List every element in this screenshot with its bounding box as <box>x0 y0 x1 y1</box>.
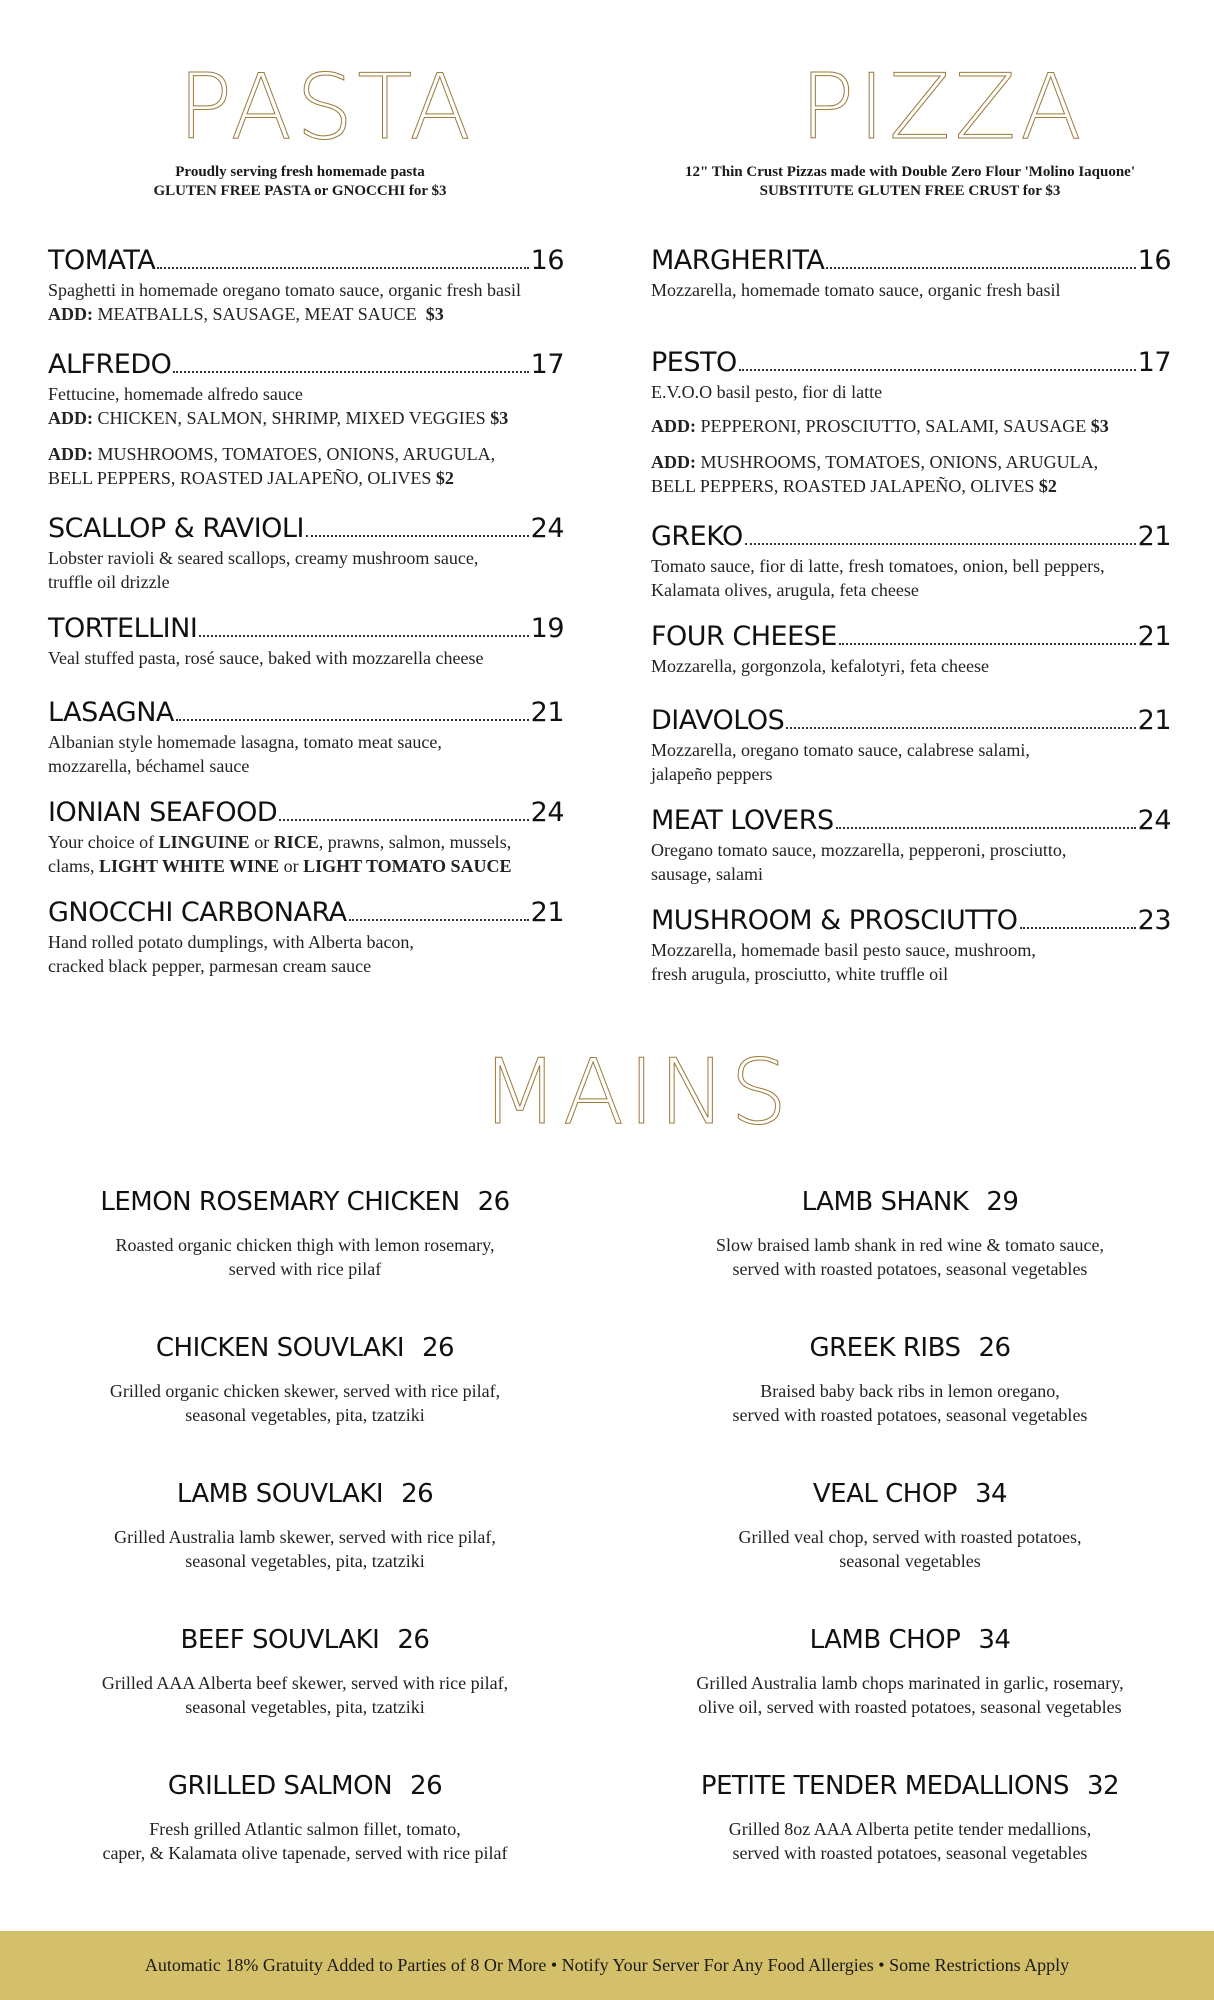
item-name: GREKO <box>651 521 743 552</box>
main-description: served with roasted potatoes, seasonal vegetables <box>732 1405 1088 1425</box>
item-price: 24 <box>530 513 564 544</box>
item-description: Mozzarella, gorgonzola, kefalotyri, feta cheese <box>651 656 990 676</box>
main-description: Slow braised lamb shank in red wine & tomato sauce, <box>716 1235 1104 1255</box>
item-description: Spaghetti in homemade oregano tomato sauce, organic fresh basil <box>48 280 522 300</box>
main-description: Braised baby back ribs in lemon oregano, <box>760 1381 1060 1401</box>
leader-dots <box>306 535 529 537</box>
leader-dots <box>349 919 529 921</box>
main-description: served with roasted potatoes, seasonal vegetables <box>732 1843 1088 1863</box>
main-name: LEMON ROSEMARY CHICKEN <box>100 1187 460 1217</box>
item-description: cracked black pepper, parmesan cream sauce <box>48 956 372 976</box>
item-description: Mozzarella, homemade tomato sauce, organic fresh basil <box>651 280 1061 300</box>
pizza-intro-line: 12" Thin Crust Pizzas made with Double Zero Flour 'Molino Iaquone' <box>684 164 1136 180</box>
item-name: TOMATA <box>48 245 156 276</box>
leader-dots <box>279 819 529 821</box>
main-description: caper, & Kalamata olive tapenade, served with rice pilaf <box>102 1843 508 1863</box>
item-price: 16 <box>530 245 564 276</box>
item-description: Mozzarella, homemade basil pesto sauce, mushroom, <box>651 940 1036 960</box>
item-description: Oregano tomato sauce, mozzarella, pepperoni, prosciutto, <box>651 840 1067 860</box>
menu-item-diavolos <box>651 704 1171 786</box>
leader-dots <box>176 719 529 721</box>
main-name: CHICKEN SOUVLAKI <box>155 1333 404 1363</box>
main-description: Grilled 8oz AAA Alberta petite tender medallions, <box>728 1819 1092 1839</box>
item-price: 21 <box>1137 621 1171 652</box>
item-description: Tomato sauce, fior di latte, fresh tomatoes, onion, bell peppers, <box>651 556 1105 576</box>
mains-right-list <box>650 1185 1170 1915</box>
item-price: 19 <box>530 613 564 644</box>
item-description: jalapeño peppers <box>651 764 773 784</box>
main-description: seasonal vegetables, pita, tzatziki <box>185 1551 425 1571</box>
item-description: Mozzarella, oregano tomato sauce, calabrese salami, <box>651 740 1030 760</box>
main-item-lamb-chop <box>650 1623 1170 1769</box>
pasta-intro-line: GLUTEN FREE PASTA or GNOCCHI for $3 <box>153 183 447 199</box>
main-price: 32 <box>1086 1771 1120 1801</box>
item-name: SCALLOP & RAVIOLI <box>48 513 304 544</box>
menu-item-pesto <box>651 346 1171 498</box>
main-description: served with rice pilaf <box>228 1259 382 1279</box>
main-description: seasonal vegetables, pita, tzatziki <box>185 1697 425 1717</box>
main-item-veal-chop <box>650 1477 1170 1623</box>
item-price: 21 <box>530 697 564 728</box>
main-name: BEEF SOUVLAKI <box>180 1625 380 1655</box>
item-description: Lobster ravioli & seared scallops, creamy mushroom sauce, <box>48 548 479 568</box>
leader-dots <box>786 727 1135 729</box>
pizza-intro-line: SUBSTITUTE GLUTEN FREE CRUST for $3 <box>759 183 1061 199</box>
main-price: 26 <box>978 1333 1011 1363</box>
item-name: LASAGNA <box>48 697 174 728</box>
item-price: 21 <box>1137 705 1171 736</box>
item-add-on: ADD: MUSHROOMS, TOMATOES, ONIONS, ARUGULA, <box>48 444 496 464</box>
leader-dots <box>836 827 1136 829</box>
item-price: 24 <box>530 797 564 828</box>
pasta-section-title: PASTA <box>178 55 475 160</box>
main-price: 34 <box>975 1479 1008 1509</box>
item-price: 17 <box>530 349 564 380</box>
menu-item-lasagna <box>48 696 564 778</box>
main-name: VEAL CHOP <box>812 1479 957 1509</box>
item-price: 24 <box>1137 805 1171 836</box>
main-description: seasonal vegetables, pita, tzatziki <box>185 1405 425 1425</box>
menu-item-alfredo <box>48 348 564 490</box>
main-description: Grilled veal chop, served with roasted potatoes, <box>738 1527 1082 1547</box>
item-description: clams, LIGHT WHITE WINE or LIGHT TOMATO SAUCE <box>48 856 512 876</box>
main-item-beef-souvlaki <box>50 1623 560 1769</box>
main-price: 26 <box>422 1333 455 1363</box>
main-item-lemon-rosemary-chicken <box>50 1185 560 1331</box>
pasta-list <box>48 244 564 996</box>
leader-dots <box>826 267 1135 269</box>
main-description: Roasted organic chicken thigh with lemon rosemary, <box>115 1235 495 1255</box>
item-description: Albanian style homemade lasagna, tomato meat sauce, <box>48 732 442 752</box>
item-description: Veal stuffed pasta, rosé sauce, baked with mozzarella cheese <box>48 648 484 668</box>
leader-dots <box>199 635 528 637</box>
item-add-on: ADD: MEATBALLS, SAUSAGE, MEAT SAUCE $3 <box>48 304 444 324</box>
item-add-on: ADD: PEPPERONI, PROSCIUTTO, SALAMI, SAUSAGE $3 <box>651 416 1109 436</box>
leader-dots <box>1020 927 1136 929</box>
main-item-greek-ribs <box>650 1331 1170 1477</box>
item-description: fresh arugula, prosciutto, white truffle oil <box>651 964 949 984</box>
item-description: mozzarella, béchamel sauce <box>48 756 250 776</box>
item-name: ALFREDO <box>48 349 172 380</box>
leader-dots <box>839 643 1136 645</box>
item-add-on: BELL PEPPERS, ROASTED JALAPEÑO, OLIVES $2 <box>48 468 454 488</box>
footer-notice: Automatic 18% Gratuity Added to Parties of 8 Or More • Notify Your Server For Any Food Allergies • Some Restrictions Apply <box>144 1955 1070 1975</box>
main-price: 26 <box>401 1479 434 1509</box>
item-price: 21 <box>1137 521 1171 552</box>
main-item-lamb-shank <box>650 1185 1170 1331</box>
main-description: seasonal vegetables <box>839 1551 981 1571</box>
item-name: FOUR CHEESE <box>651 621 837 652</box>
menu-item-margherita <box>651 244 1171 302</box>
item-name: PESTO <box>651 347 737 378</box>
main-item-grilled-salmon <box>50 1769 560 1915</box>
leader-dots <box>739 369 1136 371</box>
main-name: GRILLED SALMON <box>167 1771 393 1801</box>
menu-item-tortellini <box>48 612 564 670</box>
main-item-petite-tender-medallions <box>650 1769 1170 1915</box>
main-description: Grilled organic chicken skewer, served with rice pilaf, <box>109 1381 501 1401</box>
footer-banner <box>0 1931 1214 2000</box>
item-price: 17 <box>1137 347 1171 378</box>
pizza-section-title: PIZZA <box>800 55 1086 160</box>
main-description: olive oil, served with roasted potatoes, seasonal vegetables <box>698 1697 1122 1717</box>
main-name: LAMB SOUVLAKI <box>176 1479 384 1509</box>
menu-item-meat-lovers <box>651 804 1171 886</box>
mains-section-title: MAINS <box>481 1040 792 1145</box>
menu-item-tomata <box>48 244 564 326</box>
menu-item-ionian-seafood <box>48 796 564 878</box>
item-price: 21 <box>530 897 564 928</box>
main-description: Grilled Australia lamb chops marinated in garlic, rosemary, <box>696 1673 1124 1693</box>
main-description: Grilled Australia lamb skewer, served with rice pilaf, <box>114 1527 496 1547</box>
leader-dots <box>745 543 1136 545</box>
menu-item-mushroom-prosciutto <box>651 904 1171 986</box>
pizza-intro <box>640 163 1180 201</box>
item-name: DIAVOLOS <box>651 705 785 736</box>
main-price: 26 <box>397 1625 430 1655</box>
item-price: 23 <box>1137 905 1171 936</box>
main-price: 26 <box>477 1187 510 1217</box>
leader-dots <box>157 267 528 269</box>
main-item-lamb-souvlaki <box>50 1477 560 1623</box>
item-add-on: ADD: MUSHROOMS, TOMATOES, ONIONS, ARUGULA, <box>651 452 1099 472</box>
item-description: Fettucine, homemade alfredo sauce <box>48 384 303 404</box>
item-description: sausage, salami <box>651 864 763 884</box>
main-price: 29 <box>986 1187 1019 1217</box>
item-name: IONIAN SEAFOOD <box>48 797 278 828</box>
item-name: MUSHROOM & PROSCIUTTO <box>651 905 1018 936</box>
menu-item-four-cheese <box>651 620 1171 678</box>
main-price: 26 <box>410 1771 443 1801</box>
menu-item-scallop-ravioli <box>48 512 564 594</box>
item-description: E.V.O.O basil pesto, fior di latte <box>651 382 883 402</box>
main-name: LAMB SHANK <box>801 1187 969 1217</box>
pasta-intro <box>60 163 540 201</box>
item-add-on: BELL PEPPERS, ROASTED JALAPEÑO, OLIVES $2 <box>651 476 1057 496</box>
item-add-on: ADD: CHICKEN, SALMON, SHRIMP, MIXED VEGGIES $3 <box>48 408 509 428</box>
main-name: PETITE TENDER MEDALLIONS <box>700 1771 1069 1801</box>
item-description: Hand rolled potato dumplings, with Alberta bacon, <box>48 932 414 952</box>
main-name: LAMB CHOP <box>809 1625 961 1655</box>
item-description: truffle oil drizzle <box>48 572 170 592</box>
menu-item-gnocchi-carbonara <box>48 896 564 978</box>
main-price: 34 <box>978 1625 1011 1655</box>
item-description: Your choice of LINGUINE or RICE, prawns, salmon, mussels, <box>48 832 512 852</box>
leader-dots <box>173 371 528 373</box>
item-name: TORTELLINI <box>48 613 198 644</box>
pasta-intro-line: Proudly serving fresh homemade pasta <box>175 164 425 180</box>
item-name: MEAT LOVERS <box>651 805 834 836</box>
item-description: Kalamata olives, arugula, feta cheese <box>651 580 919 600</box>
main-description: Fresh grilled Atlantic salmon fillet, tomato, <box>149 1819 461 1839</box>
item-price: 16 <box>1137 245 1171 276</box>
main-description: served with roasted potatoes, seasonal vegetables <box>732 1259 1088 1279</box>
main-item-chicken-souvlaki <box>50 1331 560 1477</box>
mains-left-list <box>50 1185 560 1915</box>
item-name: GNOCCHI CARBONARA <box>48 897 347 928</box>
main-name: GREEK RIBS <box>809 1333 961 1363</box>
item-name: MARGHERITA <box>651 245 825 276</box>
pizza-list <box>651 244 1171 1004</box>
main-description: Grilled AAA Alberta beef skewer, served with rice pilaf, <box>101 1673 509 1693</box>
menu-item-greko <box>651 520 1171 602</box>
